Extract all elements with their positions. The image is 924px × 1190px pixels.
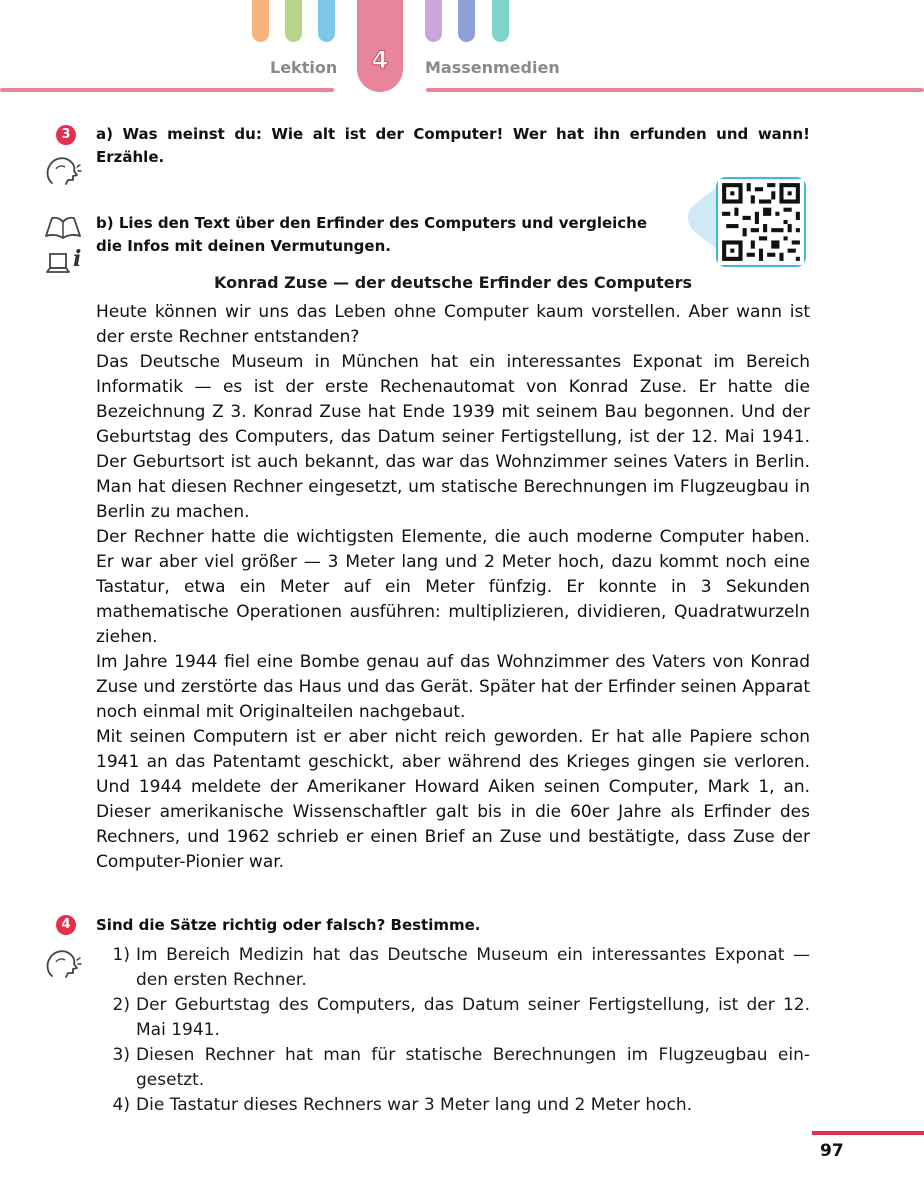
item-number: 4) — [112, 1095, 130, 1115]
color-tab — [458, 0, 475, 42]
item-text: Diesen Rechner hat man für statische Berechnungen im Flugzeugbau eingesetzt. — [136, 1045, 810, 1090]
text-paragraph: Heute können wir uns das Leben ohne Computer kaum vorstellen. Aber wann ist der erste Rechner entstanden? — [96, 302, 810, 347]
color-tab — [285, 0, 302, 42]
text-paragraph: Der Rechner hatte die wichtigsten Elemente, die auch moderne Computer haben. Er war aber viel größer — 3 Meter lang und 2 Meter hoch, dazu kommt noch eine Tastatur, etwa ein Meter auf ein Meter fünfzig. Er konnte in 3 Sekunden mathematische Operationen ausführen: multiplizieren, dividieren, Quadratwurzeln ziehen. — [96, 527, 810, 647]
text-paragraph: Im Jahre 1944 fiel eine Bombe genau auf das Wohnzimmer des Vaters von Konrad Zuse und zerstörte das Haus und das Gerät. Später hat der Erfinder seinen Apparat noch einmal mit Originalteilen nachgebaut. — [96, 652, 810, 722]
list-item — [96, 1043, 810, 1093]
color-tab — [318, 0, 335, 42]
lesson-topic: Massenmedien — [425, 58, 560, 77]
lesson-label: Lektion — [270, 58, 338, 77]
svg-text:i: i — [73, 246, 82, 272]
task3-part-a: a) Was meinst du: Wie alt ist der Computer! Wer hat ihn erfunden und wann! Erzähle. — [96, 125, 810, 166]
item-number: 2) — [112, 995, 130, 1015]
text-paragraph: Mit seinen Computern ist er aber nicht reich geworden. Er hat alle Papiere schon 1941 an das Patentamt geschickt, aber während des Krieges gingen sie verloren. Und 1944 meldete der Amerikaner Howard Aiken seinen Computer, Mark 1, an. Dieser amerikanische Wissenschaftler galt bis in die 60er Jahre als Erfinder des Rechners, und 1962 schrieb er einen Brief an Zuse und bestätigte, dass Zuse der Computer-Pionier war. — [96, 727, 810, 872]
page-number: 97 — [820, 1141, 844, 1161]
header-divider-right — [426, 88, 924, 92]
task-number-4: 4 — [56, 915, 76, 935]
list-item — [96, 1093, 810, 1118]
task-number-3: 3 — [56, 125, 76, 145]
color-tab — [252, 0, 269, 42]
footer-divider — [812, 1131, 924, 1135]
list-item — [96, 993, 810, 1043]
text-body — [96, 300, 810, 875]
lesson-number: 4 — [371, 46, 389, 74]
item-number: 3) — [112, 1045, 130, 1065]
header-divider-left — [0, 88, 334, 92]
text-title: Konrad Zuse — der deutsche Erfinder des Computers — [213, 273, 693, 292]
list-item — [96, 943, 810, 993]
task3-part-b: b) Lies den Text über den Erfinder des Computers und vergleiche die Infos mit deinen Vermutungen. — [96, 214, 648, 255]
color-tab — [492, 0, 509, 42]
color-tab — [425, 0, 442, 42]
speaking-head-icon — [44, 153, 82, 187]
item-text: Der Geburtstag des Computers, das Datum seiner Fertigstellung, ist der 12. Mai 1941. — [136, 995, 810, 1040]
speaking-head-icon — [44, 946, 82, 980]
item-number: 1) — [112, 945, 130, 965]
open-book-icon — [44, 214, 82, 240]
text-paragraph: Das Deutsche Museum in München hat ein interessantes Exponat im Bereich Informatik — es ist der erste Rechenautomat von Konrad Zuse. Er hatte die Bezeichnung Z 3. Konrad Zuse hat Ende 1939 mit seinem Bau begonnen. Und der Geburtstag des Computers, das Datum seiner Fertigstellung, ist der 12. Mai 1941. Der Geburtsort ist auch bekannt, das war das Wohnzimmer seines Vaters in Berlin. Man hat diesen Rechner eingesetzt, um statische Berechnungen im Flugzeugbau in Berlin zu machen. — [96, 352, 810, 522]
item-text: Im Bereich Medizin hat das Deutsche Museum ein interessantes Exponat — den ersten Rechner. — [136, 945, 810, 990]
statement-list — [96, 943, 810, 1118]
qr-code-icon[interactable] — [716, 177, 806, 267]
item-text: Die Tastatur dieses Rechners war 3 Meter lang und 2 Meter hoch. — [136, 1095, 693, 1115]
laptop-info-icon — [44, 244, 86, 284]
task4-instruction: Sind die Sätze richtig oder falsch? Bestimme. — [96, 916, 481, 934]
